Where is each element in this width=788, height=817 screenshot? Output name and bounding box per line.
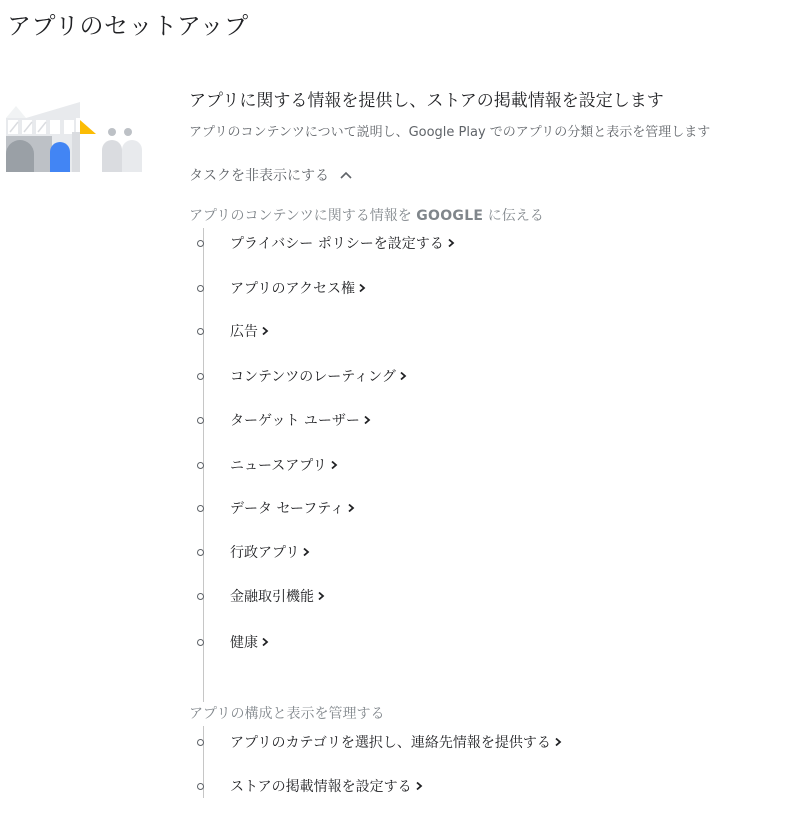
task-label: アプリのアクセス権	[230, 281, 356, 297]
chevron-up-icon	[339, 170, 353, 180]
task-target-audience[interactable]	[197, 410, 371, 430]
chevron-right-icon	[358, 283, 366, 293]
task-label: 金融取引機能	[230, 589, 314, 605]
task-data-safety[interactable]	[197, 498, 355, 518]
task-label: ターゲット ユーザー	[230, 413, 360, 429]
app-setup-illustration	[6, 98, 148, 174]
chevron-right-icon	[415, 781, 423, 791]
group-label-store-presence: アプリの構成と表示を管理する	[189, 706, 385, 722]
chevron-right-icon	[347, 503, 355, 513]
incomplete-circle-icon	[197, 285, 204, 292]
task-label: ストアの掲載情報を設定する	[230, 779, 412, 795]
incomplete-circle-icon	[197, 783, 204, 790]
task-government-app[interactable]	[197, 542, 310, 562]
incomplete-circle-icon	[197, 417, 204, 424]
incomplete-circle-icon	[197, 505, 204, 512]
task-label: コンテンツのレーティング	[230, 369, 396, 385]
chevron-right-icon	[330, 460, 338, 470]
chevron-right-icon	[363, 415, 371, 425]
task-content-rating[interactable]	[197, 366, 407, 386]
task-privacy-policy[interactable]	[197, 233, 455, 253]
task-label: 広告	[230, 324, 258, 340]
incomplete-circle-icon	[197, 328, 204, 335]
chevron-right-icon	[554, 737, 562, 747]
chevron-right-icon	[447, 238, 455, 248]
chevron-right-icon	[261, 326, 269, 336]
chevron-right-icon	[317, 591, 325, 601]
task-financial-features[interactable]	[197, 586, 325, 606]
task-label: ニュースアプリ	[230, 458, 327, 474]
task-label: 行政アプリ	[230, 545, 300, 561]
section-description: アプリのコンテンツについて説明し、Google Play でのアプリの分類と表示を管理します	[189, 125, 711, 140]
incomplete-circle-icon	[197, 639, 204, 646]
incomplete-circle-icon	[197, 462, 204, 469]
task-health[interactable]	[197, 632, 269, 652]
task-news-app[interactable]	[197, 455, 338, 475]
task-label: アプリのカテゴリを選択し、連絡先情報を提供する	[230, 735, 551, 751]
task-ads[interactable]	[197, 321, 269, 341]
task-store-listing[interactable]	[197, 776, 423, 796]
chevron-right-icon	[399, 371, 407, 381]
incomplete-circle-icon	[197, 240, 204, 247]
incomplete-circle-icon	[197, 593, 204, 600]
task-label: 健康	[230, 635, 258, 651]
group-label-app-content: アプリのコンテンツに関する情報を GOOGLE に伝える	[189, 208, 544, 224]
chevron-right-icon	[302, 547, 310, 557]
section-heading: アプリに関する情報を提供し、ストアの掲載情報を設定します	[189, 91, 664, 111]
task-app-access[interactable]	[197, 278, 366, 298]
chevron-right-icon	[261, 637, 269, 647]
hide-tasks-label: タスクを非表示にする	[189, 168, 329, 184]
task-category-contact[interactable]	[197, 732, 562, 752]
incomplete-circle-icon	[197, 373, 204, 380]
page-title: アプリのセットアップ	[7, 12, 249, 40]
incomplete-circle-icon	[197, 739, 204, 746]
task-label: プライバシー ポリシーを設定する	[230, 236, 444, 252]
incomplete-circle-icon	[197, 549, 204, 556]
task-label: データ セーフティ	[230, 501, 345, 517]
hide-tasks-toggle[interactable]	[189, 165, 353, 185]
